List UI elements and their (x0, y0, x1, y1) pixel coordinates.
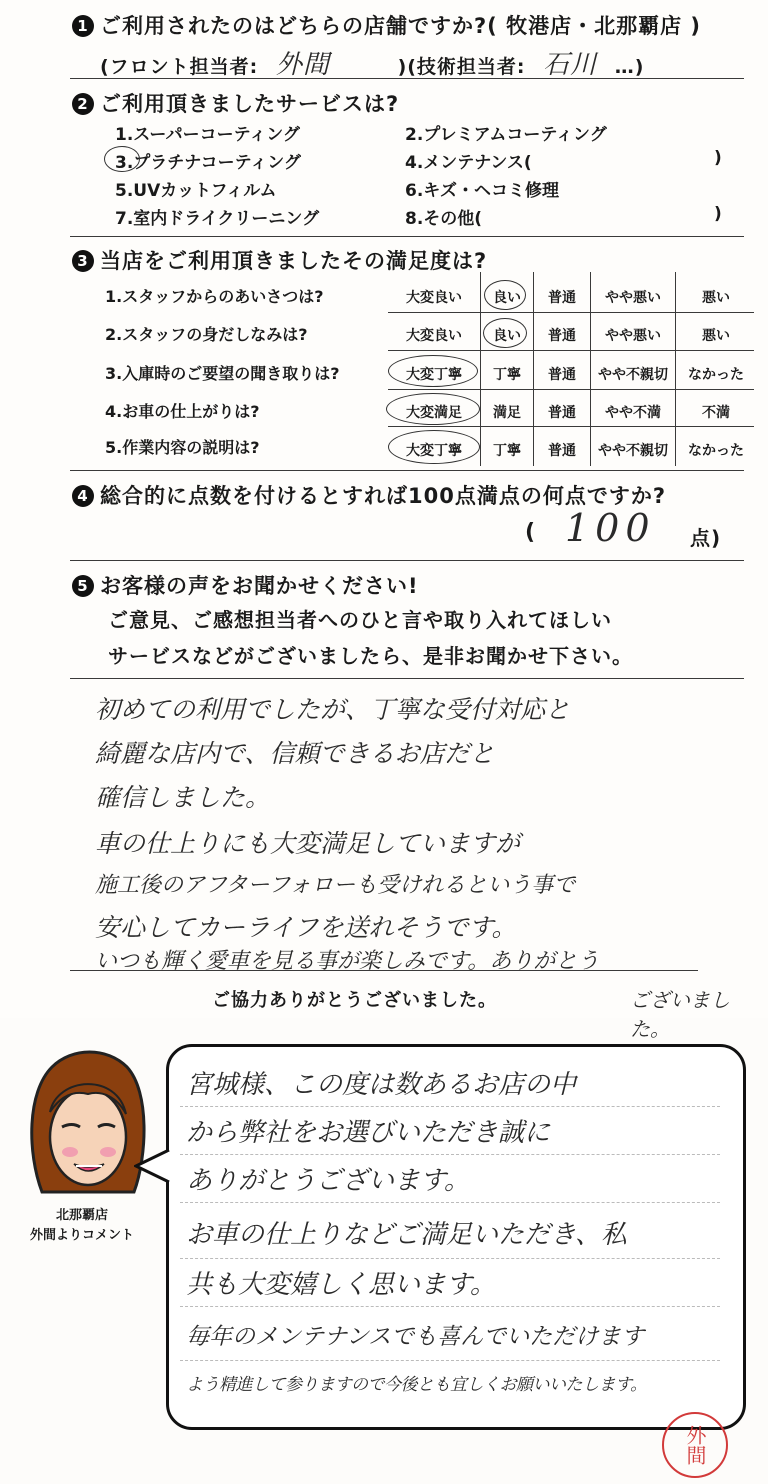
q3-row-4-selected-mark (386, 393, 480, 425)
q3-row-5-label: 5.作業内容の説明は? (105, 438, 260, 457)
service-3-selected-mark (104, 146, 140, 172)
service-6: 6.キズ・ヘコミ修理 (405, 181, 559, 201)
staff-portrait-icon (22, 1042, 152, 1202)
q3-grid-line (388, 312, 754, 313)
service-4: 4.メンテナンス( (405, 153, 532, 173)
q4-number: 4 (72, 485, 94, 507)
front-staff-label: (フロント担当者: (100, 56, 259, 78)
q2-number: 2 (72, 93, 94, 115)
q1-divider (70, 78, 744, 79)
q3-grid-col (480, 272, 481, 466)
q3-row-5-opt-1: 大変丁寧 (406, 443, 462, 459)
q4-text: 総合的に点数を付けるとすれば100点満点の何点ですか? (100, 484, 667, 508)
customer-comment-line: 施工後のアフターフォローも受けれるという事で (95, 873, 576, 898)
q3-row-2-opt-3: 普通 (548, 328, 576, 344)
customer-comment-tail: ございました。 (630, 988, 730, 1041)
q3-divider (70, 470, 744, 471)
reply-ruled-line (180, 1306, 720, 1307)
q3-row-2-opt-4: やや悪い (605, 328, 661, 344)
tech-staff-value: 石川 (543, 50, 598, 80)
q3-grid-col (533, 272, 534, 466)
service-5: 5.UVカットフィルム (115, 181, 277, 201)
reply-line: よう精進して参りますので今後とも宜しくお願いいたします。 (186, 1375, 647, 1395)
staff-stamp (662, 1412, 728, 1478)
q3-row-3-opt-3: 普通 (548, 367, 576, 383)
reply-line: 宮城様、この度は数あるお店の中 (186, 1070, 577, 1100)
q3-row-2-label: 2.スタッフの身だしなみは? (105, 325, 308, 344)
reply-line: 毎年のメンテナンスでも喜んでいただけます (186, 1324, 645, 1350)
service-8: 8.その他( (405, 209, 483, 229)
front-staff-value: 外間 (275, 50, 330, 80)
q5-number: 5 (72, 575, 94, 597)
q4-open-paren: ( (525, 520, 537, 545)
q3-row-2-opt-1: 大変良い (406, 328, 462, 344)
q3-row-3-selected-mark (388, 355, 478, 387)
staff-caption: 外間よりコメント (30, 1228, 135, 1243)
q3-grid-col (675, 272, 676, 466)
thanks-text: ご協力ありがとうございました。 (212, 990, 497, 1011)
q5-instruction-2: サービスなどがございましたら、是非お聞かせ下さい。 (108, 644, 633, 668)
q3-row-1-selected-mark (484, 280, 526, 310)
q3-row-1-label: 1.スタッフからのあいさつは? (105, 287, 324, 306)
q3-row-2-selected-mark (483, 318, 527, 348)
q3-row-2-opt-2: 良い (493, 328, 521, 344)
q3-row-4-opt-2: 満足 (493, 405, 521, 421)
q2-question (72, 88, 399, 118)
reply-line: お車の仕上りなどご満足いただき、私 (186, 1220, 627, 1250)
q3-grid-line (388, 426, 754, 427)
q1-text: ご利用されたのはどちらの店舗ですか?( 牧港店・北那覇店 ) (100, 14, 701, 38)
reply-line: ありがとうございます。 (186, 1166, 470, 1196)
staff-avatar (22, 1042, 152, 1202)
q3-row-4-label: 4.お車の仕上がりは? (105, 402, 260, 421)
q5-question (72, 570, 419, 600)
q3-grid-line (388, 389, 754, 390)
q2-text: ご利用頂きましたサービスは? (100, 92, 400, 116)
q3-row-5-opt-3: 普通 (548, 443, 576, 459)
customer-comment-line: 車の仕上りにも大変満足していますが (95, 829, 521, 858)
reply-ruled-line (180, 1106, 720, 1107)
q4-divider (70, 560, 744, 561)
q3-row-5-opt-4: やや不親切 (598, 443, 668, 459)
q3-row-5-opt-5: なかった (688, 443, 744, 459)
q3-row-4-opt-4: やや不満 (605, 405, 661, 421)
q1-number: 1 (72, 15, 94, 37)
q4-unit: 点) (690, 526, 722, 550)
reply-ruled-line (180, 1360, 720, 1361)
customer-comment-line: 綺麗な店内で、信頼できるお店だと (95, 739, 495, 768)
customer-comment-line: 安心してカーライフを送れそうです。 (95, 913, 517, 942)
q3-row-4-opt-1: 大変満足 (406, 405, 462, 421)
q3-row-5-opt-2: 丁寧 (493, 443, 521, 459)
comment-underline (70, 970, 698, 971)
q3-row-3-opt-1: 大変丁寧 (406, 367, 462, 383)
q3-row-3-opt-5: なかった (688, 367, 744, 383)
q3-row-1-opt-2: 良い (493, 290, 521, 306)
reply-ruled-line (180, 1258, 720, 1259)
q4-score: 100 (565, 506, 656, 550)
customer-comment-line: 確信しました。 (95, 783, 271, 812)
bubble-pointer-icon (134, 1146, 174, 1186)
staff-store: 北那覇店 (56, 1208, 109, 1223)
q5-divider (70, 678, 744, 679)
q3-row-1-opt-4: やや悪い (605, 290, 661, 306)
q5-instruction-1: ご意見、ご感想担当者へのひと言や取り入れてほしい (108, 608, 612, 632)
q3-text: 当店をご利用頂きましたその満足度は? (100, 249, 488, 273)
service-4-paren-close: ) (714, 148, 722, 168)
service-8-paren-close: ) (714, 204, 722, 224)
q3-row-1-opt-3: 普通 (548, 290, 576, 306)
tech-staff-label: )(技術担当者: (397, 56, 526, 78)
q3-grid-col (590, 272, 591, 466)
q3-row-2-opt-5: 悪い (702, 328, 730, 344)
q5-text: お客様の声をお聞かせください! (100, 574, 419, 598)
q3-row-3-label: 3.入庫時のご要望の聞き取りは? (105, 364, 340, 383)
service-3: 3.プラチナコーティング (115, 153, 301, 173)
q3-row-4-opt-3: 普通 (548, 405, 576, 421)
service-2: 2.プレミアムコーティング (405, 125, 607, 145)
reply-ruled-line (180, 1154, 720, 1155)
q3-row-3-opt-4: やや不親切 (598, 367, 668, 383)
q3-grid-line (388, 350, 754, 351)
service-1: 1.スーパーコーティング (115, 125, 300, 145)
q1-question (72, 10, 701, 40)
q1-staff-row (100, 44, 644, 81)
q3-question (72, 245, 487, 275)
q3-row-3-opt-2: 丁寧 (493, 367, 521, 383)
stamp-text: 外間 (683, 1425, 707, 1465)
tech-staff-close: …) (614, 56, 645, 78)
service-7: 7.室内ドライクリーニング (115, 209, 320, 229)
q3-number: 3 (72, 250, 94, 272)
q3-row-5-selected-mark (388, 430, 480, 464)
customer-comment-line: いつも輝く愛車を見る事が楽しみです。ありがとう (95, 949, 600, 974)
reply-line: 共も大変嬉しく思います。 (186, 1270, 496, 1300)
reply-ruled-line (180, 1202, 720, 1203)
q3-row-1-opt-1: 大変良い (406, 290, 462, 306)
reply-line: から弊社をお選びいただき誠に (186, 1118, 551, 1148)
q3-row-4-opt-5: 不満 (702, 405, 730, 421)
q2-divider (70, 236, 744, 237)
customer-comment-line: 初めての利用でしたが、丁寧な受付対応と (95, 695, 571, 724)
q3-row-1-opt-5: 悪い (702, 290, 730, 306)
